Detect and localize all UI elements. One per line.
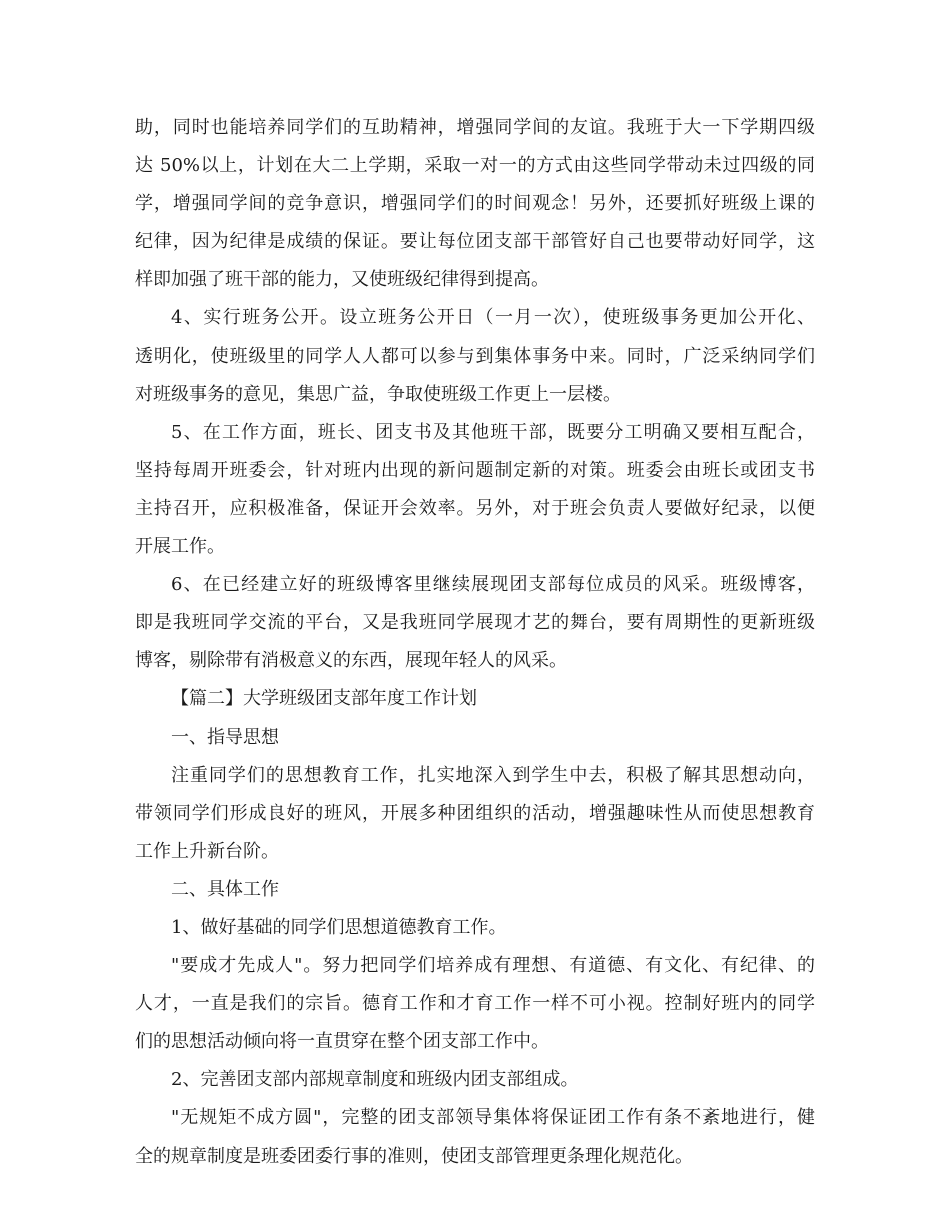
text-line: 达 50%以上，计划在大二上学期，采取一对一的方式由这些同学带动未过四级的同	[135, 155, 815, 177]
text-line: 博客，剔除带有消极意义的东西，展现年轻人的风采。	[135, 650, 567, 672]
paragraph-item-4: 4、实行班务公开。设立班务公开日（一月一次），使班级事务更加公开化、	[171, 307, 815, 329]
text-line: "无规矩不成方圆"，完整的团支部领导集体将保证团工作有条不紊地进行，健	[171, 1107, 815, 1129]
text-line: 坚持每周开班委会，针对班内出现的新问题制定新的对策。班委会由班长或团支书	[135, 459, 815, 481]
text-line: 助，同时也能培养同学们的互助精神，增强同学间的友谊。我班于大一下学期四级	[135, 117, 815, 138]
text-line: 透明化，使班级里的同学人人都可以参与到集体事务中来。同时，广泛采纳同学们	[135, 345, 815, 367]
subheading-specific-work: 二、具体工作	[171, 878, 279, 900]
text-line: 样即加强了班干部的能力，又使班级纪律得到提高。	[135, 269, 549, 291]
subheading-guiding-ideology: 一、指导思想	[171, 726, 279, 748]
text-line: 工作上升新台阶。	[135, 840, 279, 862]
text-line: "要成才先成人"。努力把同学们培养成有理想、有道德、有文化、有纪律、的	[171, 955, 815, 977]
text-line: 人才，一直是我们的宗旨。德育工作和才育工作一样不可小视。控制好班内的同学	[135, 993, 815, 1015]
text-line: 带领同学们形成良好的班风，开展多种团组织的活动，增强趣味性从而使思想教育	[135, 802, 815, 824]
text-line: 注重同学们的思想教育工作，扎实地深入到学生中去，积极了解其思想动向，	[171, 764, 815, 786]
text-line: 对班级事务的意见，集思广益，争取使班级工作更上一层楼。	[135, 383, 621, 405]
paragraph-item-6: 6、在已经建立好的班级博客里继续展现团支部每位成员的风采。班级博客，	[171, 574, 815, 596]
text-line: 们的思想活动倾向将一直贯穿在整个团支部工作中。	[135, 1031, 549, 1053]
document-body	[135, 109, 815, 1176]
paragraph-item-2: 2、完善团支部内部规章制度和班级内团支部组成。	[171, 1069, 579, 1091]
section-heading: 【篇二】大学班级团支部年度工作计划	[171, 688, 477, 710]
text-line: 开展工作。	[135, 536, 225, 558]
text-line: 纪律，因为纪律是成绩的保证。要让每位团支部干部管好自己也要带动好同学，这	[135, 231, 815, 253]
paragraph-item-5: 5、在工作方面，班长、团支书及其他班干部，既要分工明确又要相互配合，	[171, 421, 815, 443]
text-line: 主持召开，应积极准备，保证开会效率。另外，对于班会负责人要做好纪录，以便	[135, 497, 815, 519]
text-line: 学，增强同学间的竞争意识，增强同学们的时间观念！另外，还要抓好班级上课的	[135, 193, 815, 215]
text-line: 即是我班同学交流的平台，又是我班同学展现才艺的舞台，要有周期性的更新班级	[135, 612, 815, 634]
paragraph-item-1: 1、做好基础的同学们思想道德教育工作。	[171, 916, 507, 938]
text-line: 全的规章制度是班委团委行事的准则，使团支部管理更条理化规范化。	[135, 1145, 693, 1167]
